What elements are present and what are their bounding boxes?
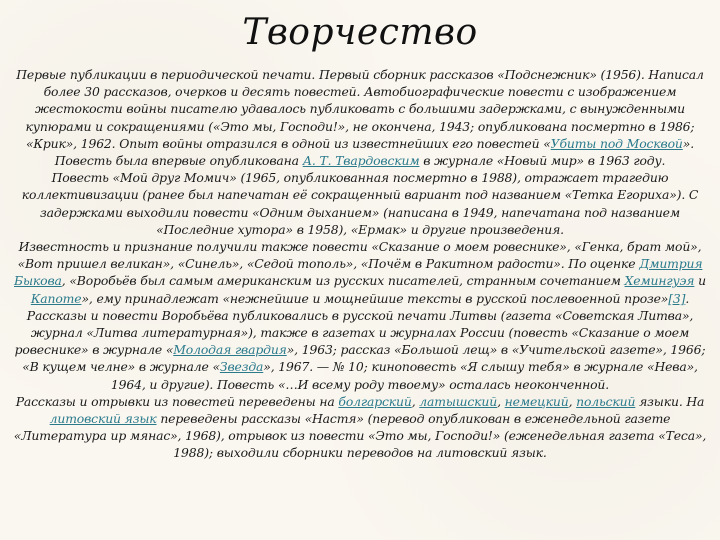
text: в журнале «Новый мир» в 1963 году. <box>419 153 666 169</box>
text: Известность и признание получили также повести «Сказание о моем ровеснике», «Генка, брат мой», «Вот пришел великан», «Синель», «Седой тополь», «Почём в Ракитном радости». По оценке <box>17 239 702 272</box>
paragraph-first-publications <box>10 66 710 169</box>
text: и <box>694 273 706 289</box>
link-ubity-pod-moskvoy[interactable]: Убиты под Москвой <box>550 135 683 151</box>
text: переведены рассказы «Настя» (перевод опубликован в еженедельной газете «Литература ир мянас», 1968), отрывок из повести «Это мы, Господи!» (еженедельная газета «Теса», 1988); выходили сборники переводов на литовский язык. <box>13 411 707 461</box>
text: Рассказы и повести Воробьёва публиковались в русской печати Литвы (газета «Советская Литва», журнал «Литва литературная»), также в газетах и журналах России (повесть «Сказание о моем ровеснике» в журнале « <box>14 307 694 358</box>
text: , «Воробьёв был самым американским из русских писателей, странным сочетанием <box>61 273 625 289</box>
link-lithuanian[interactable]: литовский язык <box>49 411 157 427</box>
text: Повесть «Мой друг Момич» (1965, опубликованная посмертно в 1988), отражает трагедию коллективизации (ранее был напечатан её сокращенный вариант под названием «Тетка Егориха»). С задержками выходили повести «Одним дыханием» (написана в 1949, напечатана под названием «Последние хутора» в 1958), «Ермак» и другие произведения. <box>21 170 699 237</box>
link-hemingway[interactable]: Хемингуэя <box>624 273 695 289</box>
link-tvardovsky[interactable]: А. Т. Твардовским <box>302 153 420 169</box>
text: ». Повесть была впервые опубликована <box>54 135 694 169</box>
text: , <box>568 393 577 409</box>
paragraph-translations <box>10 393 710 462</box>
link-bulgarian[interactable]: болгарский <box>338 393 412 409</box>
link-latvian[interactable]: латышский <box>419 393 498 409</box>
slide-title: Творчество <box>242 12 478 53</box>
slide-body <box>10 66 710 462</box>
link-dmitry-bykov[interactable]: Дмитрия Быкова <box>14 256 703 289</box>
link-german[interactable]: немецкий <box>504 393 569 409</box>
paragraph-moy-drug-momich <box>10 169 710 238</box>
link-capote[interactable]: Капоте <box>30 290 82 306</box>
text: , <box>411 393 420 409</box>
link-zvezda[interactable]: Звезда <box>219 359 264 375</box>
text: Рассказы и отрывки из повестей переведены на <box>15 393 339 409</box>
text: . <box>685 290 690 306</box>
text: языки. На <box>635 393 705 409</box>
text: », 1967. — № 10; киноповесть «Я слышу тебя» в журнале «Нева», 1964, и другие). Повесть «…И всему роду твоему» осталась неоконченной. <box>110 359 698 392</box>
text: », ему принадлежат «нежнейшие и мощнейшие тексты в русской послевоенной прозе» <box>81 290 669 306</box>
text: », 1963; рассказ «Большой лещ» в «Учительской газете», 1966; «В кущем челне» в журнале « <box>22 342 706 375</box>
text: , <box>497 393 505 409</box>
link-molodaya-gvardiya[interactable]: Молодая гвардия <box>173 342 287 358</box>
text: Первые публикации в периодической печати. Первый сборник рассказов «Подснежник» (1956). Написал более 30 рассказов, очерков и десять повестей. Автобиографические повести с изображением жестокости войны писателю удавалось публиковать с большими задержками, с вынужденными купюрами и сокращениями («Это мы, Господи!», не окончена, 1943; опубликована посмертно в 1986; «Крик», 1962. Опыт войны отразился в одной из известнейших его повестей « <box>16 67 704 151</box>
paragraph-publications-lithuania <box>10 307 710 393</box>
link-polish[interactable]: польский <box>576 393 636 409</box>
link-footnote-3[interactable]: [3] <box>668 290 686 306</box>
paragraph-recognition <box>10 238 710 307</box>
